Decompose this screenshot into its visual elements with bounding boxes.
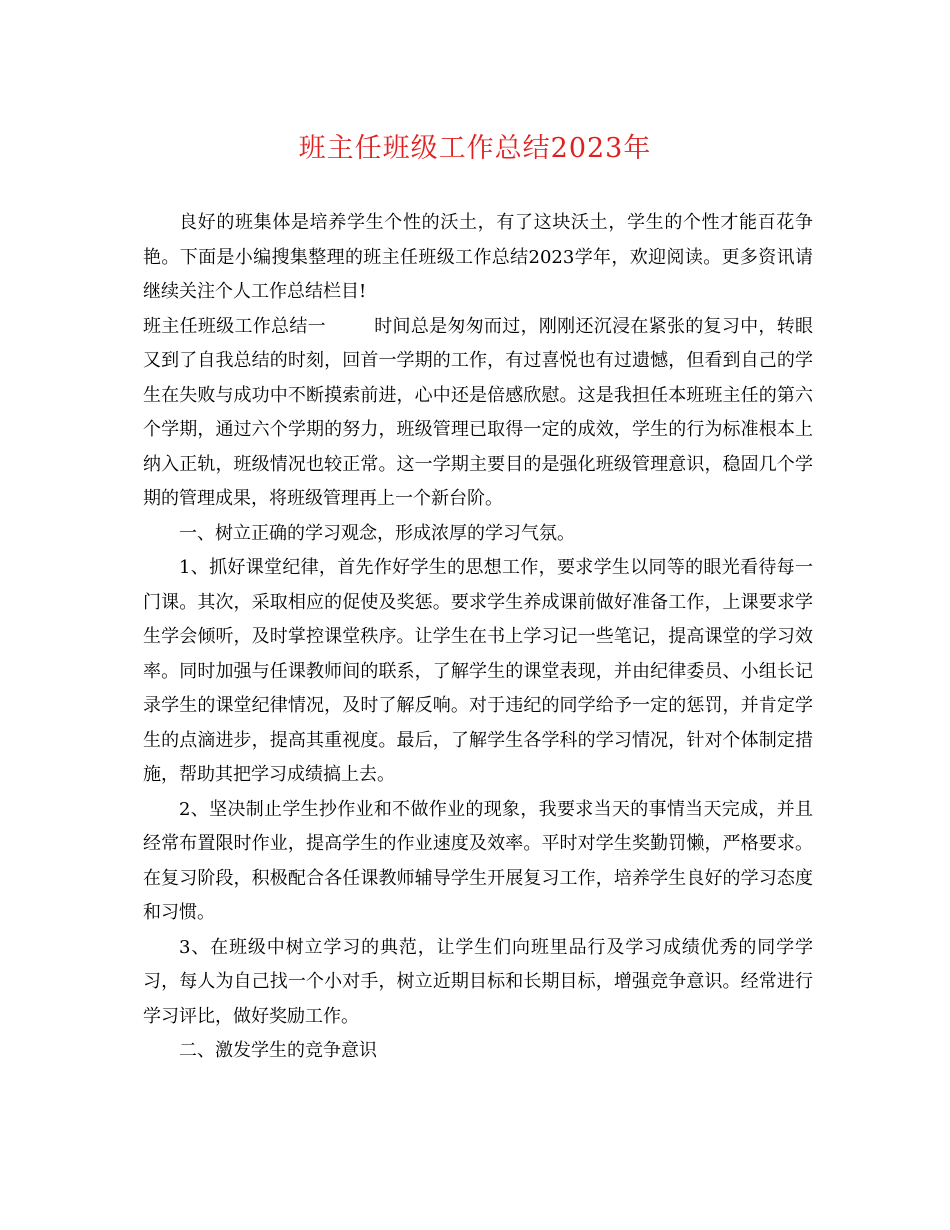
section-one-paragraph — [143, 310, 813, 517]
item-1-paragraph: 1、抓好课堂纪律，首先作好学生的思想工作，要求学生以同等的眼光看待每一门课。其次，采取相应的促使及奖惩。要求学生养成课前做好准备工作，上课要求学生学会倾听，及时掌控课堂秩序。让学生在书上学习记一些笔记，提高课堂的学习效率。同时加强与任课教师间的联系，了解学生的课堂表现，并由纪律委员、小组长记录学生的课堂纪律情况，及时了解反响。对于违纪的同学给予一定的惩罚，并肯定学生的点滴进步，提高其重视度。最后，了解学生各学科的学习情况，针对个体制定措施，帮助其把学习成绩搞上去。 — [143, 557, 813, 785]
item-2-paragraph: 2、坚决制止学生抄作业和不做作业的现象，我要求当天的事情当天完成，并且经常布置限时作业，提高学生的作业速度及效率。平时对学生奖勤罚懒，严格要求。在复习阶段，积极配合各任课教师辅导学生开展复习工作，培养学生良好的学习态度和习惯。 — [143, 798, 813, 923]
intro-paragraph: 良好的班集体是培养学生个性的沃土，有了这块沃土，学生的个性才能百花争艳。下面是小编搜集整理的班主任班级工作总结2023学年，欢迎阅读。更多资讯请继续关注个人工作总结栏目! — [143, 212, 813, 302]
document-body — [143, 206, 813, 1069]
heading-2: 二、激发学生的竞争意识 — [179, 1040, 377, 1061]
document-title: 班主任班级工作总结2023年 — [298, 133, 652, 164]
heading-1: 一、树立正确的学习观念，形成浓厚的学习气氛。 — [179, 522, 575, 544]
item-3-paragraph: 3、在班级中树立学习的典范，让学生们向班里品行及学习成绩优秀的同学学习，每人为自己找一个小对手，树立近期目标和长期目标，增强竞争意识。经常进行学习评比，做好奖励工作。 — [143, 936, 813, 1027]
section-one-heading: 班主任班级工作总结一 — [143, 315, 326, 337]
section-one-text: 时间总是匆匆而过，刚刚还沉浸在紧张的复习中，转眼又到了自我总结的时刻，回首一学期的工作，有过喜悦也有过遗憾，但看到自己的学生在失败与成功中不断摸索前进，心中还是倍感欣慰。这是我担任本班班主任的第六个学期，通过六个学期的努力，班级管理已取得一定的成效，学生的行为标准根本上纳入正轨，班级情况也较正常。这一学期主要目的是强化班级管理意识，稳固几个学期的管理成果，将班级管理再上一个新台阶。 — [143, 315, 814, 509]
